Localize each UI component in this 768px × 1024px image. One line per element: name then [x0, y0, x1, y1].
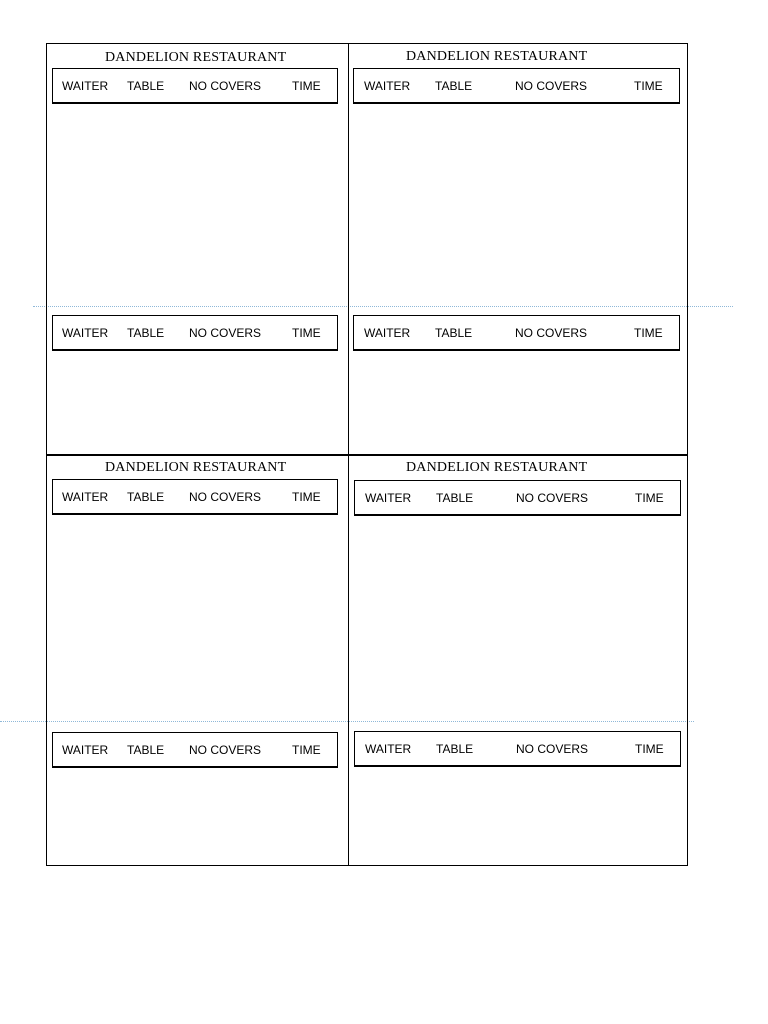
no-covers-label: NO COVERS: [515, 326, 588, 340]
ticket-header-row: [52, 68, 338, 104]
no-covers-label: NO COVERS: [189, 326, 262, 340]
no-covers-label: NO COVERS: [515, 79, 588, 93]
ticket-header-row: [52, 479, 338, 515]
time-label: TIME: [635, 742, 664, 756]
ticket-header-row: [354, 480, 681, 516]
table-label: TABLE: [436, 742, 474, 756]
ticket-header-row: [353, 315, 680, 351]
time-label: TIME: [292, 326, 321, 340]
waiter-label: WAITER: [365, 491, 412, 505]
ticket-bottom-left: [46, 455, 349, 866]
restaurant-title: DANDELION RESTAURANT: [105, 460, 287, 475]
no-covers-label: NO COVERS: [189, 490, 262, 504]
ticket-bottom-right: [348, 455, 688, 866]
no-covers-label: NO COVERS: [189, 79, 262, 93]
no-covers-label: NO COVERS: [516, 742, 589, 756]
waiter-label: WAITER: [62, 743, 109, 757]
ticket-top-right: [348, 43, 688, 455]
table-label: TABLE: [435, 79, 473, 93]
ticket-header-row: [354, 731, 681, 767]
restaurant-title: DANDELION RESTAURANT: [406, 460, 588, 475]
no-covers-label: NO COVERS: [189, 743, 262, 757]
waiter-label: WAITER: [364, 79, 411, 93]
ticket-header-row: [52, 732, 338, 768]
table-label: TABLE: [127, 79, 165, 93]
waiter-label: WAITER: [62, 326, 109, 340]
ticket-top-left: [46, 43, 349, 455]
waiter-label: WAITER: [365, 742, 412, 756]
table-label: TABLE: [127, 490, 165, 504]
ticket-header-row: [353, 68, 680, 104]
restaurant-title: DANDELION RESTAURANT: [406, 49, 588, 64]
restaurant-title: DANDELION RESTAURANT: [105, 50, 287, 65]
waiter-label: WAITER: [364, 326, 411, 340]
waiter-label: WAITER: [62, 79, 109, 93]
waiter-label: WAITER: [62, 490, 109, 504]
time-label: TIME: [634, 79, 663, 93]
table-label: TABLE: [435, 326, 473, 340]
ticket-header-row: [52, 315, 338, 351]
time-label: TIME: [292, 490, 321, 504]
time-label: TIME: [634, 326, 663, 340]
no-covers-label: NO COVERS: [516, 491, 589, 505]
table-label: TABLE: [436, 491, 474, 505]
time-label: TIME: [635, 491, 664, 505]
time-label: TIME: [292, 743, 321, 757]
table-label: TABLE: [127, 326, 165, 340]
time-label: TIME: [292, 79, 321, 93]
table-label: TABLE: [127, 743, 165, 757]
